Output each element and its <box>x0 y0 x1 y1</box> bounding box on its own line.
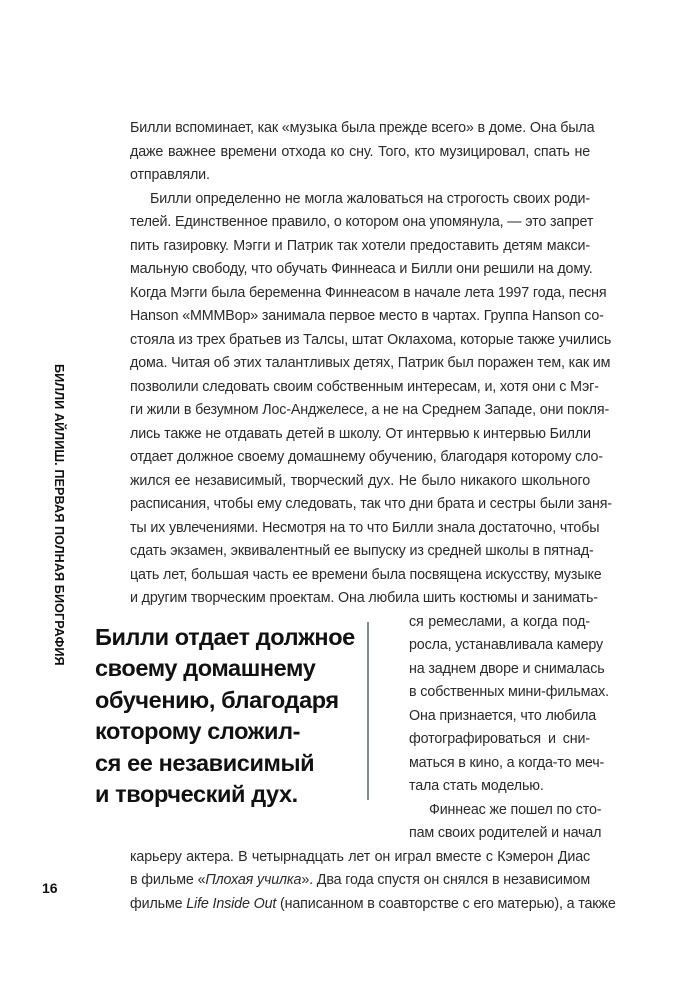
text-line: тала стать моделью. <box>409 778 544 794</box>
text-span: (написанном в соавторстве с его матерью), а также <box>276 895 616 912</box>
film-title: Life Inside Out <box>186 895 277 912</box>
text-line: стояла из трех братьев из Талсы, штат Оклахома, которые также учились <box>130 331 612 348</box>
pull-quote <box>95 622 365 810</box>
text-line: пить газировку. Мэгги и Патрик так хотели предоставить детям макси- <box>130 237 590 254</box>
pull-quote-line: и творческий дух. <box>95 781 298 808</box>
running-head: БИЛЛИ АЙЛИШ. ПЕРВАЯ ПОЛНАЯ БИОГРАФИЯ <box>52 364 66 666</box>
pull-quote-line: Билли отдает должное <box>95 624 355 650</box>
page-number: 16 <box>42 880 58 896</box>
text-line: ся ремеслами, а когда под- <box>409 613 590 630</box>
text-line: Билли определенно не могла жаловаться на строгость своих роди- <box>150 190 590 207</box>
text-line: и другим творческим проектам. Она любила шить костюмы и занимать- <box>130 590 598 606</box>
text-line: ты их увлечениями. Несмотря на то что Билли знала достаточно, чтобы <box>130 519 600 536</box>
pull-quote-line: обучению, благодаря <box>95 686 339 713</box>
text-line: Она признается, что любила <box>409 707 597 724</box>
text-span: в фильме « <box>130 872 206 888</box>
text-line: маться в кино, а когда-то меч- <box>409 754 605 771</box>
text-line: фотографироваться и сни- <box>409 731 590 747</box>
text-line: расписания, чтобы ему следовать, так что дни брата и сестры были заня- <box>130 496 612 512</box>
text-line: пам своих родителей и начал <box>409 825 602 841</box>
text-line: ги жили в безумном Лос-Анджелесе, а не на Среднем Западе, они покля- <box>130 402 610 418</box>
text-line: Финнеас же пошел по сто- <box>429 801 602 818</box>
text-line: отдает должное своему домашнему обучению, благодаря которому сло- <box>130 449 603 465</box>
pull-quote-line: которому сложил- <box>95 718 301 745</box>
text-line: на заднем дворе и снималась <box>409 660 605 677</box>
text-line: лись также не отдавать детей в школу. От интервью к интервью Билли <box>130 425 591 442</box>
text-line: цать лет, большая часть ее времени была посвящена искусству, музыке <box>130 566 602 583</box>
pull-quote-line: своему домашнему <box>95 655 316 682</box>
text-line <box>130 895 616 913</box>
text-line: даже важнее времени отхода ко сну. Того, кто музицировал, спать не <box>130 143 590 160</box>
text-line: карьеру актера. В четырнадцать лет он играл вместе с Кэмерон Диас <box>130 848 590 865</box>
text-line: телей. Единственное правило, о котором она упомянула, — это запрет <box>130 214 594 230</box>
text-line <box>130 871 590 889</box>
text-span: фильме <box>130 895 187 912</box>
text-line: Билли вспоминает, как «музыка была прежде всего» в доме. Она была <box>130 120 595 136</box>
text-span: ». Два года спустя он снялся в независимом <box>301 872 590 888</box>
text-line: Hanson «MMMBop» занимала первое место в чартах. Группа Hanson со- <box>130 308 604 324</box>
text-line: жился ее независимый, творческий дух. Не было никакого школьного <box>130 472 590 489</box>
text-line: в собственных мини-фильмах. <box>409 684 609 700</box>
text-line: отправляли. <box>130 167 210 183</box>
text-line: дома. Читая об этих талантливых детях, Патрик был поражен тем, как им <box>130 355 611 371</box>
pull-quote-line: ся ее независимый <box>95 749 315 776</box>
text-line: росла, устанавливала камеру <box>409 637 604 653</box>
pull-quote-divider <box>367 622 369 800</box>
text-line: Когда Мэгги была беременна Финнеасом в начале лета 1997 года, песня <box>130 284 607 301</box>
text-line: мальную свободу, что обучать Финнеаса и Билли они решили на дому. <box>130 261 593 277</box>
text-line: сдать экзамен, эквивалентный ее выпуску из средней школы в пятнад- <box>130 543 594 559</box>
film-title: Плохая училка <box>205 872 302 888</box>
text-line: позволили следовать своим собственным интересам, и, хотя они с Мэг- <box>130 378 599 395</box>
